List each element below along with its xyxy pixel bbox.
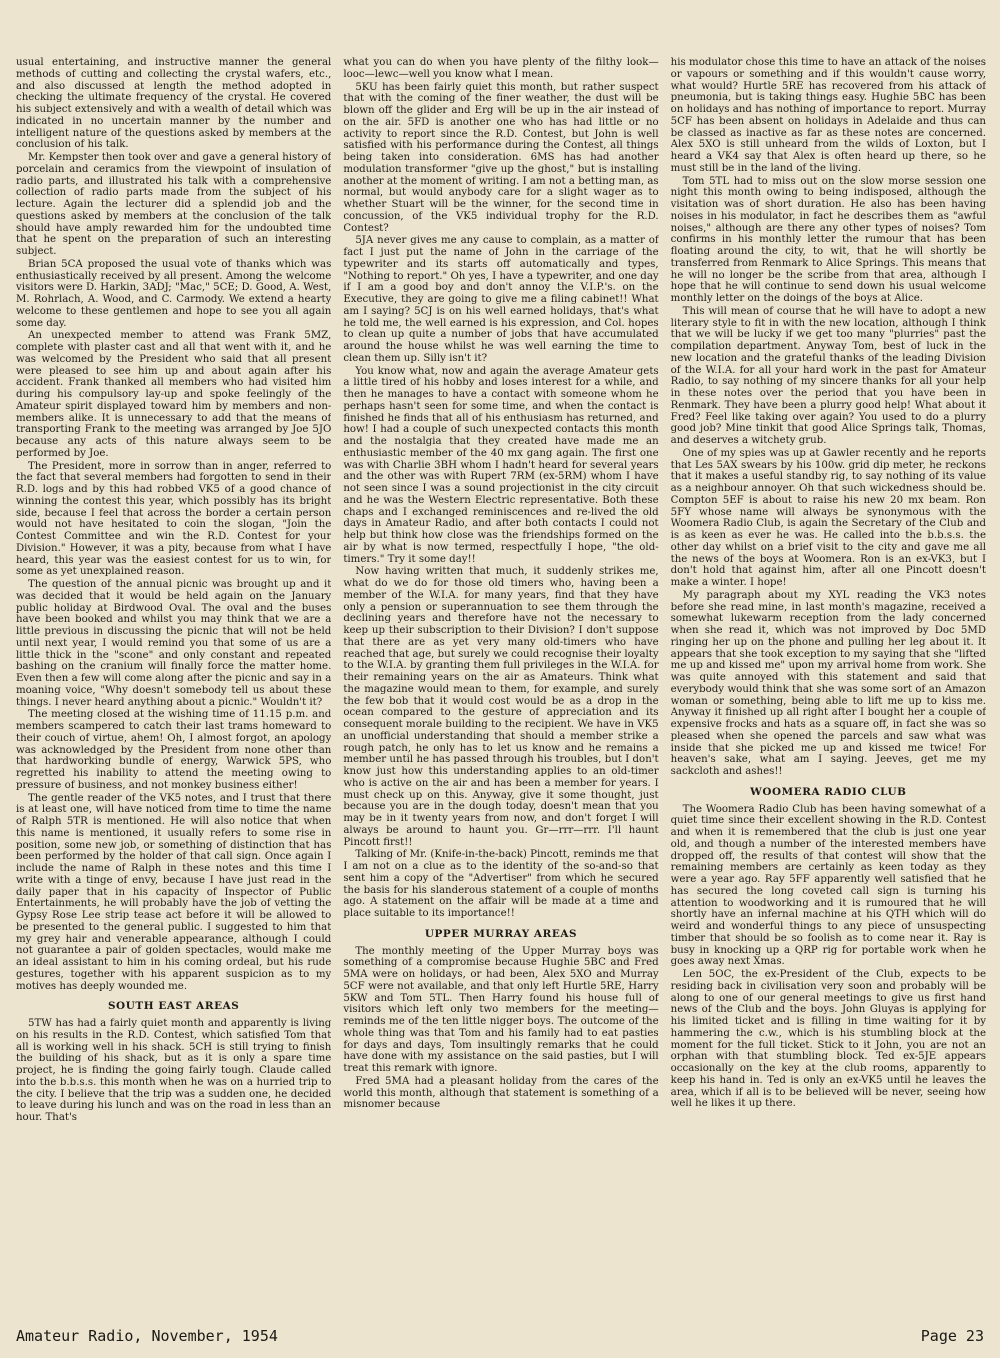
paragraph: 5KU has been fairly quiet this month, but rather suspect that with the coming of the finer weather, the dust will be blown off the glider and Erg will be up in the air instead of on the air. 5FD is another one who has had little or no activity to report since the R.D. Contest, but John is well satisfied with his performance during the Contest, all things being taken into consideration. 6MS has had another modulation transformer "give up the ghost," but is installing another at the moment of writing. I am not a betting man, as normal, but would anybody care for a slight wager as to whether Stuart will be the winner, for the second time in concussion, of the VK5 individual trophy for the R.D. Contest?: [343, 81, 659, 234]
paragraph: The meeting closed at the wishing time of 11.15 p.m. and members scampered to catch their last trams homeward to their couch of virtue, ahem! Oh, I almost forgot, an apology was acknowledged by the President from none other than that hardworking bundle of energy, Warwick 5PS, who regretted his inability to attend the meeting owing to pressure of business, and not monkey business either!: [16, 709, 332, 791]
paragraph: Now having written that much, it suddenly strikes me, what do we do for those old timers who, having been a member of the W.I.A. for many years, find that they have only a pension or superannuation to see them through the declining years and therefore have not the necessary to keep up their subscription to their Division? I don't suppose that there are as yet very many old-timers who have reached that age, but surely we could recognise their loyalty to the W.I.A. by granting them full privileges in the W.I.A. for their remaining years on the air as Amateurs. Think what the magazine would mean to them, for example, and surely the few bob that it would cost would be as a drop in the ocean compared to the gesture of appreciation and its consequent morale building to the recipient. We have in VK5 an unofficial understanding that should a member strike a rough patch, he only has to let us know and he remains a member until he has passed through his troubles, but I don't know just how this understanding applies to an old-timer who is active on the air and has been a member for years. I must check up on this. Anyway, give it some thought, just because you are in the dough today, doesn't mean that you may be in it twenty years from now, and don't forget I will always be around to haunt you. Gr—rrr—rrr. I'll haunt Pincott first!!: [343, 566, 659, 848]
paragraph: Talking of Mr. (Knife-in-the-back) Pincott, reminds me that I am not on a clue as to the identity of the so-and-so that sent him a copy of the "Advertiser" from which he secured the basis for his slanderous statement of a couple of months ago. A statement on the affair will be made at a time and place suitable to its importance!!: [343, 849, 659, 919]
publication-line: Amateur Radio, November, 1954: [16, 1327, 278, 1345]
paragraph: The gentle reader of the VK5 notes, and I trust that there is at least one, will have noticed from time to time the name of Ralph 5TR is mentioned. He will also notice that when this name is mentioned, it usually refers to some rise in position, some new job, or something of distinction that has been performed by the holder of that call sign. Once again I include the name of Ralph in these notes and this time I write with a tinge of envy, because I have just read in the daily paper that in his capacity of Inspector of Public Entertainments, he will probably have the job of vetting the Gypsy Rose Lee strip tease act before it will be allowed to be presented to the general public. I suggested to him that my grey hair and venerable appearance, although I could not guarantee a pair of golden spectacles, would make me an ideal assistant to him in his coming ordeal, but his rude gestures, together with his apparent suspicion as to my motives has deeply wounded me.: [16, 792, 332, 992]
paragraph: usual entertaining, and instructive manner the general methods of cutting and collecting the crystal wafers, etc., and also discussed at length the method adopted in checking the ultimate frequency of the crystal. He covered his subject extensively and with a wealth of detail which was indicated in no uncertain manner by the number and intelligent nature of the questions asked by members at the conclusion of his talk.: [16, 57, 332, 151]
section-heading-south-east-areas: SOUTH EAST AREAS: [107, 1000, 240, 1013]
paragraph: what you can do when you have plenty of the filthy look—looc—lewc—well you know what I mean.: [343, 57, 659, 80]
paragraph: his modulator chose this time to have an attack of the noises or vapours or something and if this wouldn't cause worry, what would? Hurtle 5RE has recovered from his attack of pneumonia, but is taking things easy. Hughie 5BC has been on holidays and has nothing of importance to report. Murray 5CF has been absent on holidays in Adelaide and thus can be classed as inactive as far as these notes are concerned. Alex 5XO is still unheard from the wilds of Loxton, but I heard a VK4 say that Alex is often heard up there, so he must still be in the land of the living.: [670, 57, 986, 174]
column-left: [16, 57, 331, 1312]
paragraph: The monthly meeting of the Upper Murray boys was something of a compromise because Hughie 5BC and Fred 5MA were on holidays, or had been, Alex 5XO and Murray 5CF were not available, and that only left Hurtle 5RE, Harry 5KW and Tom 5TL. Then Harry found his house full of visitors which left only two members for the meeting—reminds me of the ten little nigger boys. The outcome of the whole thing was that Tom and his family had to eat pasties for days and days, Tom insultingly remarks that he could have done with my assistance on the said pasties, but I will treat this remark with ignore.: [343, 945, 659, 1074]
paragraph: You know what, now and again the average Amateur gets a little tired of his hobby and loses interest for a while, and then he manages to have a contact with someone whom he perhaps hasn't seen for some time, and when the contact is finished he finds that all of his enthusiasm has returned, and how! I had a couple of such unexpected contacts this month and the nostalgia that they created have made me an enthusiastic member of the 40 mx gang again. The first one was with Charlie 3BH whom I hadn't heard for several years and the other was with Rupert 7RM (ex-5RM) whom I have not seen since I was a sound projectionist in the city circuit and he was the Western Electric representative. Both these chaps and I exchanged reminiscences and re-lived the old days in Amateur Radio, and after both contacts I could not help but think how close was the friendships formed on the air by what is now termed, respectfully I hope, "the old-timers." Try it some day!!: [343, 365, 659, 565]
paragraph: Mr. Kempster then took over and gave a general history of porcelain and ceramics from the viewpoint of insulation of radio parts, and illustrated his talk with a comprehensive collection of radio parts made from the subject of his lecture. Again the lecturer did a splendid job and the questions asked by members at the conclusion of the talk should have amply rewarded him for the undoubted time that he spent on the preparation of such an interesting subject.: [16, 152, 332, 257]
page-number: Page 23: [920, 1327, 984, 1345]
paragraph: Tom 5TL had to miss out on the slow morse session one night this month owing to being indisposed, although the visitation was of short duration. He also has been having noises in his modulator, in fact he describes them as "awful noises," although are there any other types of noises? Tom confirms in his monthly letter the rumour that has been floating around the city, to wit, that he will shortly be transferred from Renmark to Alice Springs. This means that he will no longer be the scribe from that area, although I hope that he will continue to send down his usual welcome monthly letter on the doings of the boys at Alice.: [670, 175, 986, 304]
paragraph: My paragraph about my XYL reading the VK3 notes before she read mine, in last month's magazine, received a somewhat lukewarm reception from the lady concerned when she read it, which was not improved by Doc 5MD ringing her up on the phone and pulling her leg about it. It appears that she took exception to my saying that she "lifted me up and kissed me" upon my arrival home from work. She was quite annoyed with this statement and said that everybody would think that she was some sort of an Amazon woman or something, being able to lift me up to kiss me. Anyway it finished up all right after I bought her a couple of expensive frocks and hats as a square off, in fact she was so pleased when she opened the parcels and saw what was inside that she picked me up and kissed me twice! For heaven's sake, what am I saying. Jeeves, get me my sackcloth and ashes!!: [670, 589, 986, 777]
paragraph: The question of the annual picnic was brought up and it was decided that it would be held again on the January public holiday at Birdwood Oval. The oval and the buses have been booked and whilst you may think that we are a little previous in discussing the picnic that will not be held until next year, I would remind you that some of us are a little thick in the "scone" and only constant and repeated bashing on the cranium will finally force the matter home. Even then a few will come along after the picnic and say in a moaning voice, "Why doesn't somebody tell us about these things. I never heard anything about a picnic." Wouldn't it?: [16, 579, 332, 708]
paragraph: 5JA never gives me any cause to complain, as a matter of fact I just put the name of John in the carriage of the typewriter and its starts off automatically and types, "Nothing to report." Oh yes, I have a typewriter, and one day if I am a good boy and don't annoy the V.I.P.'s. on the Executive, they are going to give me a filing cabinet!! What am I saying? 5CJ is on his well earned holidays, that's what he told me, the well earned is his expression, and Col. hopes to clean up quite a number of jobs that have accumulated around the house whilst he was well earning the time to clean them up. Silly isn't it?: [343, 235, 659, 364]
section-heading-upper-murray-areas: UPPER MURRAY AREAS: [424, 927, 578, 940]
paragraph: One of my spies was up at Gawler recently and he reports that Les 5AX swears by his 100w. grid dip meter, he reckons that it makes a useful standby rig, to say nothing of its value as a neighbour annoyer. Oh that such wickedness should be. Compton 5EF is about to raise his new 20 mx beam. Ron 5FY whose name will always be synonymous with the Woomera Radio Club, is again the Secretary of the Club and is as keen as ever he was. He called into the b.b.s.s. the other day whilst on a brief visit to the city and gave me all the news of the boys at Woomera. Ron is an ex-VK3, but I don't hold that against him, after all one Pincott doesn't make a winter. I hope!: [670, 447, 986, 588]
paragraph: Len 5OC, the ex-President of the Club, expects to be residing back in civilisation very soon and probably will be along to one of our general meetings to give us first hand news of the Club and the boys. John Gluyas is applying for his limited ticket and is filling in time waiting for it by hammering the c.w., which is his stumbling block at the moment for the full ticket. Stick to it John, you are not an orphan with that stumbling block. Ted ex-5JE appears occasionally on the key at the club rooms, apparently to keep his hand in. Ted is only an ex-VK5 until he leaves the area, which if all is to be believed will be never, seeing how well he likes it up there.: [670, 969, 986, 1110]
paragraph: This will mean of course that he will have to adopt a new literary style to fit in with the new location, although I think that we will be lucky if we get too many "plurries" past the compilation department. Anyway Tom, best of luck in the new location and the grateful thanks of the leading Division of the W.I.A. for all your hard work in the past for Amateur Radio, to say nothing of my sincere thanks for all your help in these notes over the period that you have been in Renmark. They have been a plurry good help! What about it Fred? Feel like taking over again? You used to do a plurry good job? Mine tinkit that good Alice Springs talk, Thomas, and deserves a witchety grub.: [670, 305, 986, 446]
paragraph: The Woomera Radio Club has been having somewhat of a quiet time since their excellent showing in the R.D. Contest and when it is remembered that the club is just one year old, and though a number of the interested members have dropped off, the results of that contest will show that the remaining members are certainly as keen today as they were a year ago. Ray 5FF apparently well satisfied that he has secured the long coveted call sign is turning his attention to woodworking and it is rumoured that he will shortly have an infernal machine at his QTH which will do weird and wonderful things to any piece of unsuspecting timber that should be so foolish as to come near it. Ray is busy in knocking up a QRP rig for portable work when he goes away next Xmas.: [670, 803, 986, 968]
paragraph: Fred 5MA had a pleasant holiday from the cares of the world this month, although that statement is something of a misnomer because: [343, 1075, 659, 1111]
article-columns: [16, 57, 986, 1312]
paragraph: Brian 5CA proposed the usual vote of thanks which was enthusiastically received by all present. Among the welcome visitors were D. Harkin, 3ADJ; "Mac," 5CE; D. Good, A. West, M. Rohrlach, A. Wood, and C. Carmody. We extend a hearty welcome to these gentlemen and hope to see you all again some day.: [16, 258, 332, 329]
column-middle: [343, 57, 658, 1312]
paragraph: 5TW has had a fairly quiet month and apparently is living on his results in the R.D. Contest, which satisfied Tom that all is working well in his shack. 5CH is still trying to finish the building of his shack, but as it is only a spare time project, he is finding the going fairly tough. Claude called into the b.b.s.s. this month when he was on a hurried trip to the city. I believe that the trip was a sudden one, he decided to leave during his lunch and was on the road in less than an hour. That's: [16, 1018, 332, 1123]
paragraph: An unexpected member to attend was Frank 5MZ, complete with plaster cast and all that went with it, and he was welcomed by the President who said that all present were pleased to see him up and about again after his accident. Frank thanked all members who had visited him during his compulsory lay-up and spoke feelingly of the Amateur spirit displayed toward him by members and non-members alike. It is unnecessary to add that the means of transporting Frank to the meeting was arranged by Joe 5JO because any acts of this nature always seem to be performed by Joe.: [16, 330, 332, 459]
section-heading-woomera-radio-club: WOOMERA RADIO CLUB: [750, 785, 907, 798]
page-footer: [16, 1326, 984, 1346]
paragraph: The President, more in sorrow than in anger, referred to the fact that several members had forgotten to send in their R.D. logs and by this had robbed VK5 of a good chance of winning the contest this year, which possibly has its bright side, because I feel that across the border a certain person would not have hesitated to coin the slogan, "Join the Contest Committee and win the R.D. Contest for your Division." However, it was a pity, because from what I have heard, this year was the easiest contest for us to win, for some as yet unexplained reason.: [16, 460, 332, 578]
column-right: [671, 57, 986, 1312]
